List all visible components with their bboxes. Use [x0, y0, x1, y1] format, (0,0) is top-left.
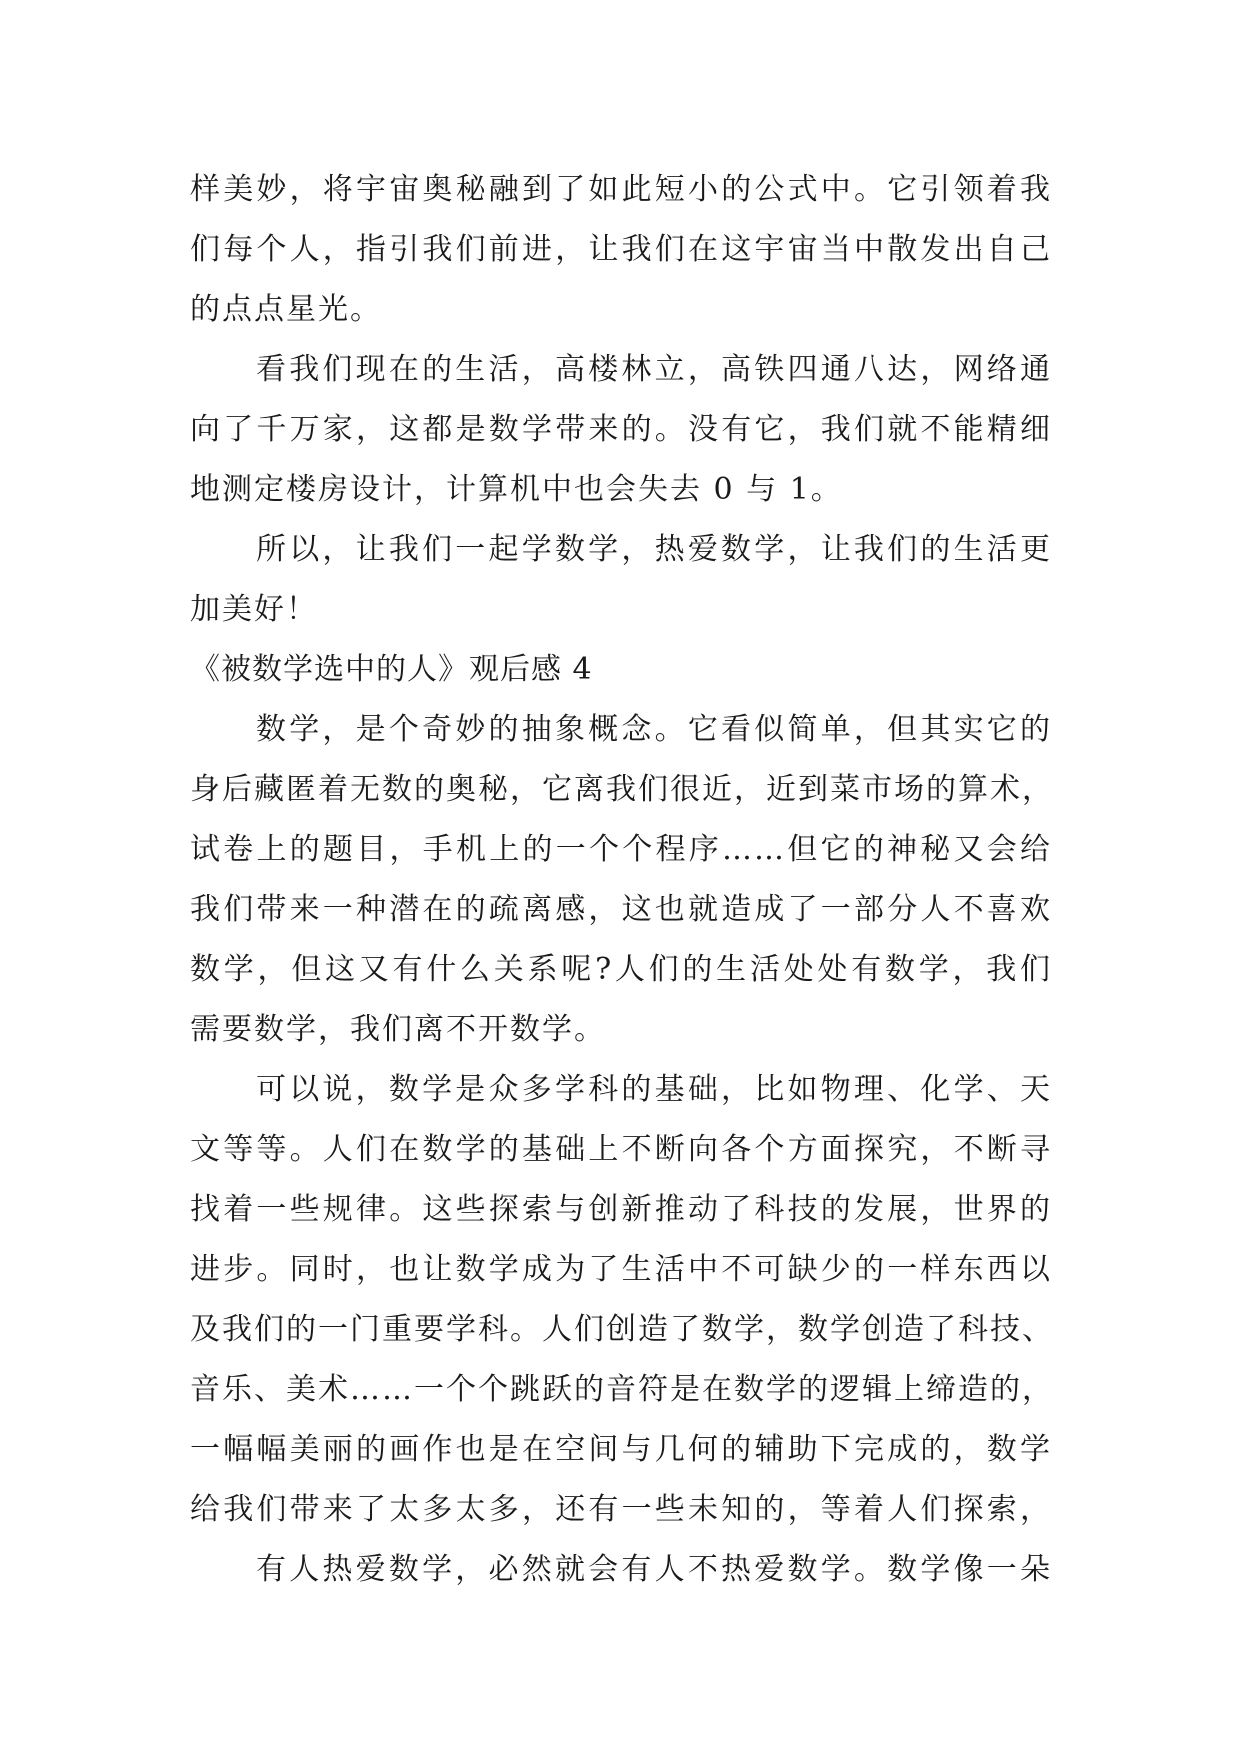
- text-line: 一幅幅美丽的画作也是在空间与几何的辅助下完成的，数学: [190, 1432, 1052, 1467]
- text-line: 可以说，数学是众多学科的基础，比如物理、化学、天: [256, 1072, 1052, 1107]
- text-line: 样美妙，将宇宙奥秘融到了如此短小的公式中。它引领着我: [190, 172, 1052, 207]
- text-line: 及我们的一门重要学科。人们创造了数学，数学创造了科技、: [190, 1312, 1054, 1347]
- text-line: 试卷上的题目，手机上的一个个程序……但它的神秘又会给: [190, 832, 1052, 867]
- text-line: 数学，但这又有什么关系呢?人们的生活处处有数学，我们: [190, 952, 1052, 987]
- text-line: 数学，是个奇妙的抽象概念。它看似简单，但其实它的: [256, 712, 1052, 747]
- text-line: 有人热爱数学，必然就会有人不热爱数学。数学像一朵: [256, 1552, 1052, 1587]
- text-line: 身后藏匿着无数的奥秘，它离我们很近，近到菜市场的算术，: [190, 772, 1054, 807]
- text-line: 看我们现在的生活，高楼林立，高铁四通八达，网络通: [256, 352, 1052, 387]
- text-line: 的点点星光。: [190, 292, 382, 327]
- text-line: 找着一些规律。这些探索与创新推动了科技的发展，世界的: [190, 1192, 1052, 1227]
- text-line: 需要数学，我们离不开数学。: [190, 1012, 606, 1047]
- text-line: 文等等。人们在数学的基础上不断向各个方面探究，不断寻: [190, 1132, 1052, 1167]
- text-line: 我们带来一种潜在的疏离感，这也就造成了一部分人不喜欢: [190, 892, 1052, 927]
- text-line: 地测定楼房设计，计算机中也会失去 0 与 1。: [190, 472, 843, 507]
- text-line: 向了千万家，这都是数学带来的。没有它，我们就不能精细: [190, 412, 1052, 447]
- text-line: 音乐、美术……一个个跳跃的音符是在数学的逻辑上缔造的，: [190, 1372, 1054, 1407]
- text-line: 进步。同时，也让数学成为了生活中不可缺少的一样东西以: [190, 1252, 1052, 1287]
- section-heading: 《被数学选中的人》观后感 4: [190, 652, 593, 687]
- text-line: 们每个人，指引我们前进，让我们在这宇宙当中散发出自己: [190, 232, 1052, 267]
- text-line: 加美好！: [190, 592, 318, 627]
- text-line: 所以，让我们一起学数学，热爱数学，让我们的生活更: [256, 532, 1052, 567]
- text-line: 给我们带来了太多太多，还有一些未知的，等着人们探索，: [190, 1492, 1052, 1527]
